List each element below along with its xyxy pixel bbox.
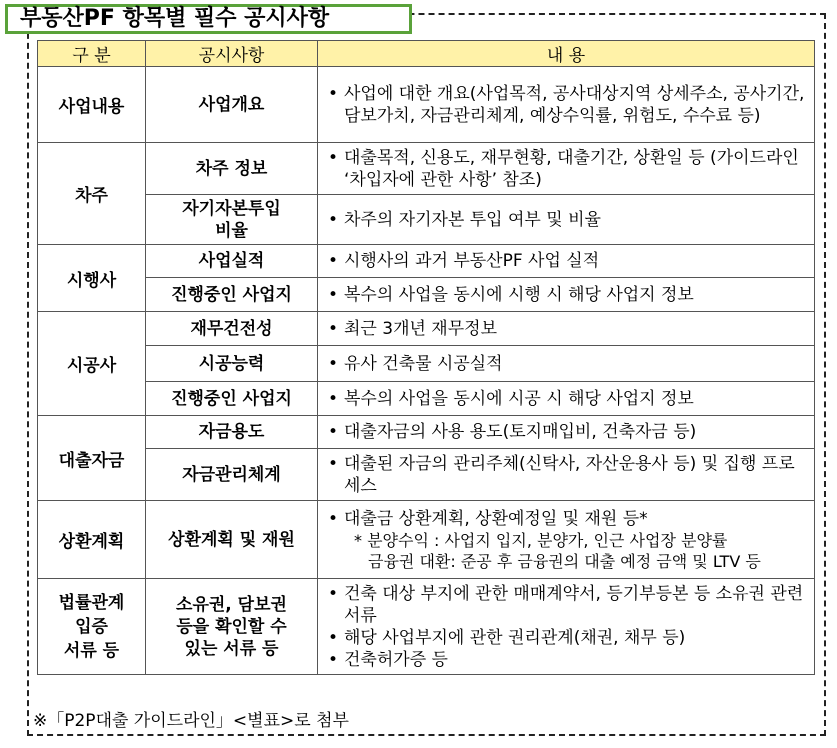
item-cell: 시공능력 [146,346,318,382]
item-cell: 자금관리체계 [146,449,318,501]
header-row [38,41,815,67]
item-cell: 진행중인 사업지 [146,382,318,416]
group-cell: 상환계획 [38,501,146,579]
table-row [38,143,815,195]
table-row [38,67,815,143]
item-cell: 재무건전성 [146,312,318,346]
item-cell: 소유권, 담보권 등을 확인할 수 있는 서류 등 [146,579,318,675]
content-cell: • 최근 3개년 재무정보 [318,312,815,346]
group-cell: 사업내용 [38,67,146,143]
page-title: 부동산PF 항목별 필수 공시사항 [5,4,412,34]
header-category: 구 분 [38,41,146,67]
group-cell: 법률관계 입증 서류 등 [38,579,146,675]
footnote: ※「P2P대출 가이드라인」<별표>로 첨부 [33,711,349,731]
item-cell: 자금용도 [146,416,318,449]
content-cell: • 시행사의 과거 부동산PF 사업 실적 [318,245,815,278]
item-cell: 자기자본투입 비율 [146,195,318,245]
content-cell: • 유사 건축물 시공실적 [318,346,815,382]
item-cell: 상환계획 및 재원 [146,501,318,579]
group-cell: 대출자금 [38,416,146,501]
item-cell: 진행중인 사업지 [146,278,318,312]
header-item: 공시사항 [146,41,318,67]
item-cell: 차주 정보 [146,143,318,195]
table-row [38,416,815,449]
table-row [38,382,815,416]
disclosure-table [37,40,815,675]
item-cell: 사업실적 [146,245,318,278]
content-cell: • 복수의 사업을 동시에 시공 시 해당 사업지 정보 [318,382,815,416]
table-row [38,449,815,501]
content-cell: • 건축 대상 부지에 관한 매매계약서, 등기부등본 등 소유권 관련 서류 • 해당 사업부지에 관한 권리관계(채권, 채무 등) • 건축허가증 등 [318,579,815,675]
content-cell: • 차주의 자기자본 투입 여부 및 비율 [318,195,815,245]
group-cell: 시행사 [38,245,146,312]
table-row [38,195,815,245]
table-row [38,245,815,278]
repayment-note: * 분양수익 : 사업지 입지, 분양가, 인근 사업장 분양률 [354,530,728,550]
table-row [38,501,815,579]
item-cell: 사업개요 [146,67,318,143]
content-cell: • 대출된 자금의 관리주체(신탁사, 자산운용사 등) 및 집행 프로세스 [318,449,815,501]
content-cell: • 대출자금의 사용 용도(토지매입비, 건축자금 등) [318,416,815,449]
content-cell: • 대출금 상환계획, 상환예정일 및 재원 등* * 분양수익 : 사업지 입지, 분양가, 인근 사업장 분양률 금융권 대환: 준공 후 금융권의 대출 예정 금액 및 LTV 등 [318,501,815,579]
content-cell: • 대출목적, 신용도, 재무현황, 대출기간, 상환일 등 (가이드라인 ‘차입자에 관한 사항’ 참조) [318,143,815,195]
table-row [38,346,815,382]
group-cell: 시공사 [38,312,146,416]
group-cell: 차주 [38,143,146,245]
table-row [38,579,815,675]
content-cell: • 복수의 사업을 동시에 시행 시 해당 사업지 정보 [318,278,815,312]
table-row [38,278,815,312]
content-cell: • 사업에 대한 개요(사업목적, 공사대상지역 상세주소, 공사기간, 담보가치, 자금관리체계, 예상수익률, 위험도, 수수료 등) [318,67,815,143]
table-row [38,312,815,346]
header-content: 내 용 [318,41,815,67]
repayment-note: 금융권 대환: 준공 후 금융권의 대출 예정 금액 및 LTV 등 [368,551,761,571]
